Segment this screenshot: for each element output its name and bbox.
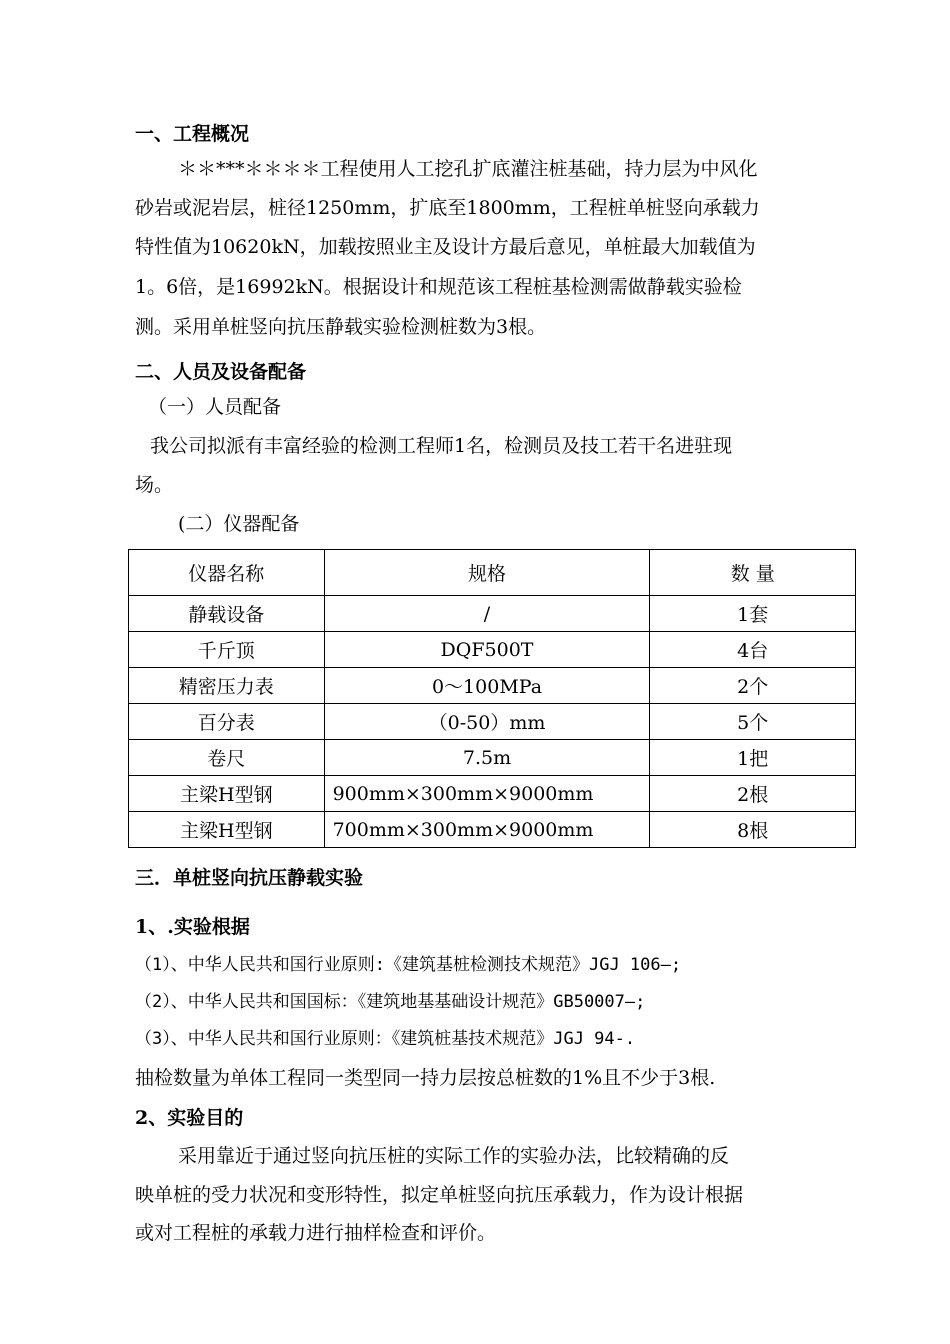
paragraph-line: 或对工程桩的承载力进行抽样检查和评价。 <box>135 1222 497 1244</box>
equipment-table <box>128 549 856 848</box>
table-row <box>129 812 856 848</box>
table-cell: 700mm×300mm×9000mm <box>324 812 650 848</box>
table-cell: DQF500T <box>324 632 650 668</box>
table-cell: 百分表 <box>129 704 325 740</box>
table-cell: 2根 <box>650 776 856 812</box>
table-cell: / <box>324 596 650 632</box>
paragraph-line: 1。6倍，是16992kN。根据设计和规范该工程桩基检测需做静载实验检 <box>135 276 742 298</box>
table-row <box>129 632 856 668</box>
standard-item: （2）、中华人民共和国国标：《建筑地基基础设计规范》GB50007—; <box>135 992 646 1012</box>
table-cell: 1把 <box>650 740 856 776</box>
table-row <box>129 704 856 740</box>
subheading-test-basis: 1、.实验根据 <box>135 916 250 938</box>
table-cell: 主梁H型钢 <box>129 812 325 848</box>
table-header-cell: 数 量 <box>650 550 856 596</box>
standard-item: （3）、中华人民共和国行业原则：《建筑桩基技术规范》JGJ 94-. <box>135 1029 636 1049</box>
paragraph-line: 测。采用单桩竖向抗压静载实验检测桩数为3根。 <box>135 316 547 338</box>
paragraph-line: 采用靠近于通过竖向抗压桩的实际工作的实验办法，比较精确的反 <box>178 1145 730 1167</box>
table-header-cell: 仪器名称 <box>129 550 325 596</box>
table-cell: 卷尺 <box>129 740 325 776</box>
table-cell: 千斤顶 <box>129 632 325 668</box>
paragraph-line: 砂岩或泥岩层，桩径1250mm，扩底至1800mm，工程桩单桩竖向承载力 <box>135 197 760 219</box>
table-cell: 5个 <box>650 704 856 740</box>
table-cell: 8根 <box>650 812 856 848</box>
table-header-row <box>129 550 856 596</box>
table-cell: 4台 <box>650 632 856 668</box>
subheading-instruments: (二）仪器配备 <box>178 513 300 535</box>
paragraph-line: 映单桩的受力状况和变形特性，拟定单桩竖向抗压承载力，作为设计根据 <box>135 1184 744 1206</box>
table-row <box>129 668 856 704</box>
standard-item: （1）、中华人民共和国行业原则:《建筑基桩检测技术规范》JGJ 106—; <box>135 955 682 975</box>
paragraph-line: 场。 <box>135 474 174 496</box>
table-cell: 静载设备 <box>129 596 325 632</box>
sampling-rule: 抽检数量为单体工程同一类型同一持力层按总桩数的1%且不少于3根. <box>135 1067 716 1089</box>
subheading-test-purpose: 2、实验目的 <box>135 1107 244 1129</box>
table-cell: 0～100MPa <box>324 668 650 704</box>
section-heading-overview: 一、工程概况 <box>135 123 250 145</box>
table-cell: 7.5m <box>324 740 650 776</box>
section-heading-staff-equipment: 二、人员及设备配备 <box>135 361 307 383</box>
table-cell: 1套 <box>650 596 856 632</box>
table-row <box>129 776 856 812</box>
table-cell: 主梁H型钢 <box>129 776 325 812</box>
section-heading-static-load-test: 三．单桩竖向抗压静载实验 <box>135 867 364 889</box>
paragraph-line: ＊＊***＊＊＊＊工程使用人工挖孔扩底灌注桩基础，持力层为中风化 <box>178 158 758 180</box>
table-header-cell: 规格 <box>324 550 650 596</box>
table-cell: （0-50）mm <box>324 704 650 740</box>
table-row <box>129 596 856 632</box>
table-cell: 2个 <box>650 668 856 704</box>
table-row <box>129 740 856 776</box>
paragraph-line: 特性值为10620kN，加载按照业主及设计方最后意见，单桩最大加载值为 <box>135 236 756 258</box>
paragraph-line: 我公司拟派有丰富经验的检测工程师1名，检测员及技工若干名进驻现 <box>150 435 733 457</box>
table-cell: 精密压力表 <box>129 668 325 704</box>
subheading-personnel: （一）人员配备 <box>148 396 282 418</box>
table-cell: 900mm×300mm×9000mm <box>324 776 650 812</box>
